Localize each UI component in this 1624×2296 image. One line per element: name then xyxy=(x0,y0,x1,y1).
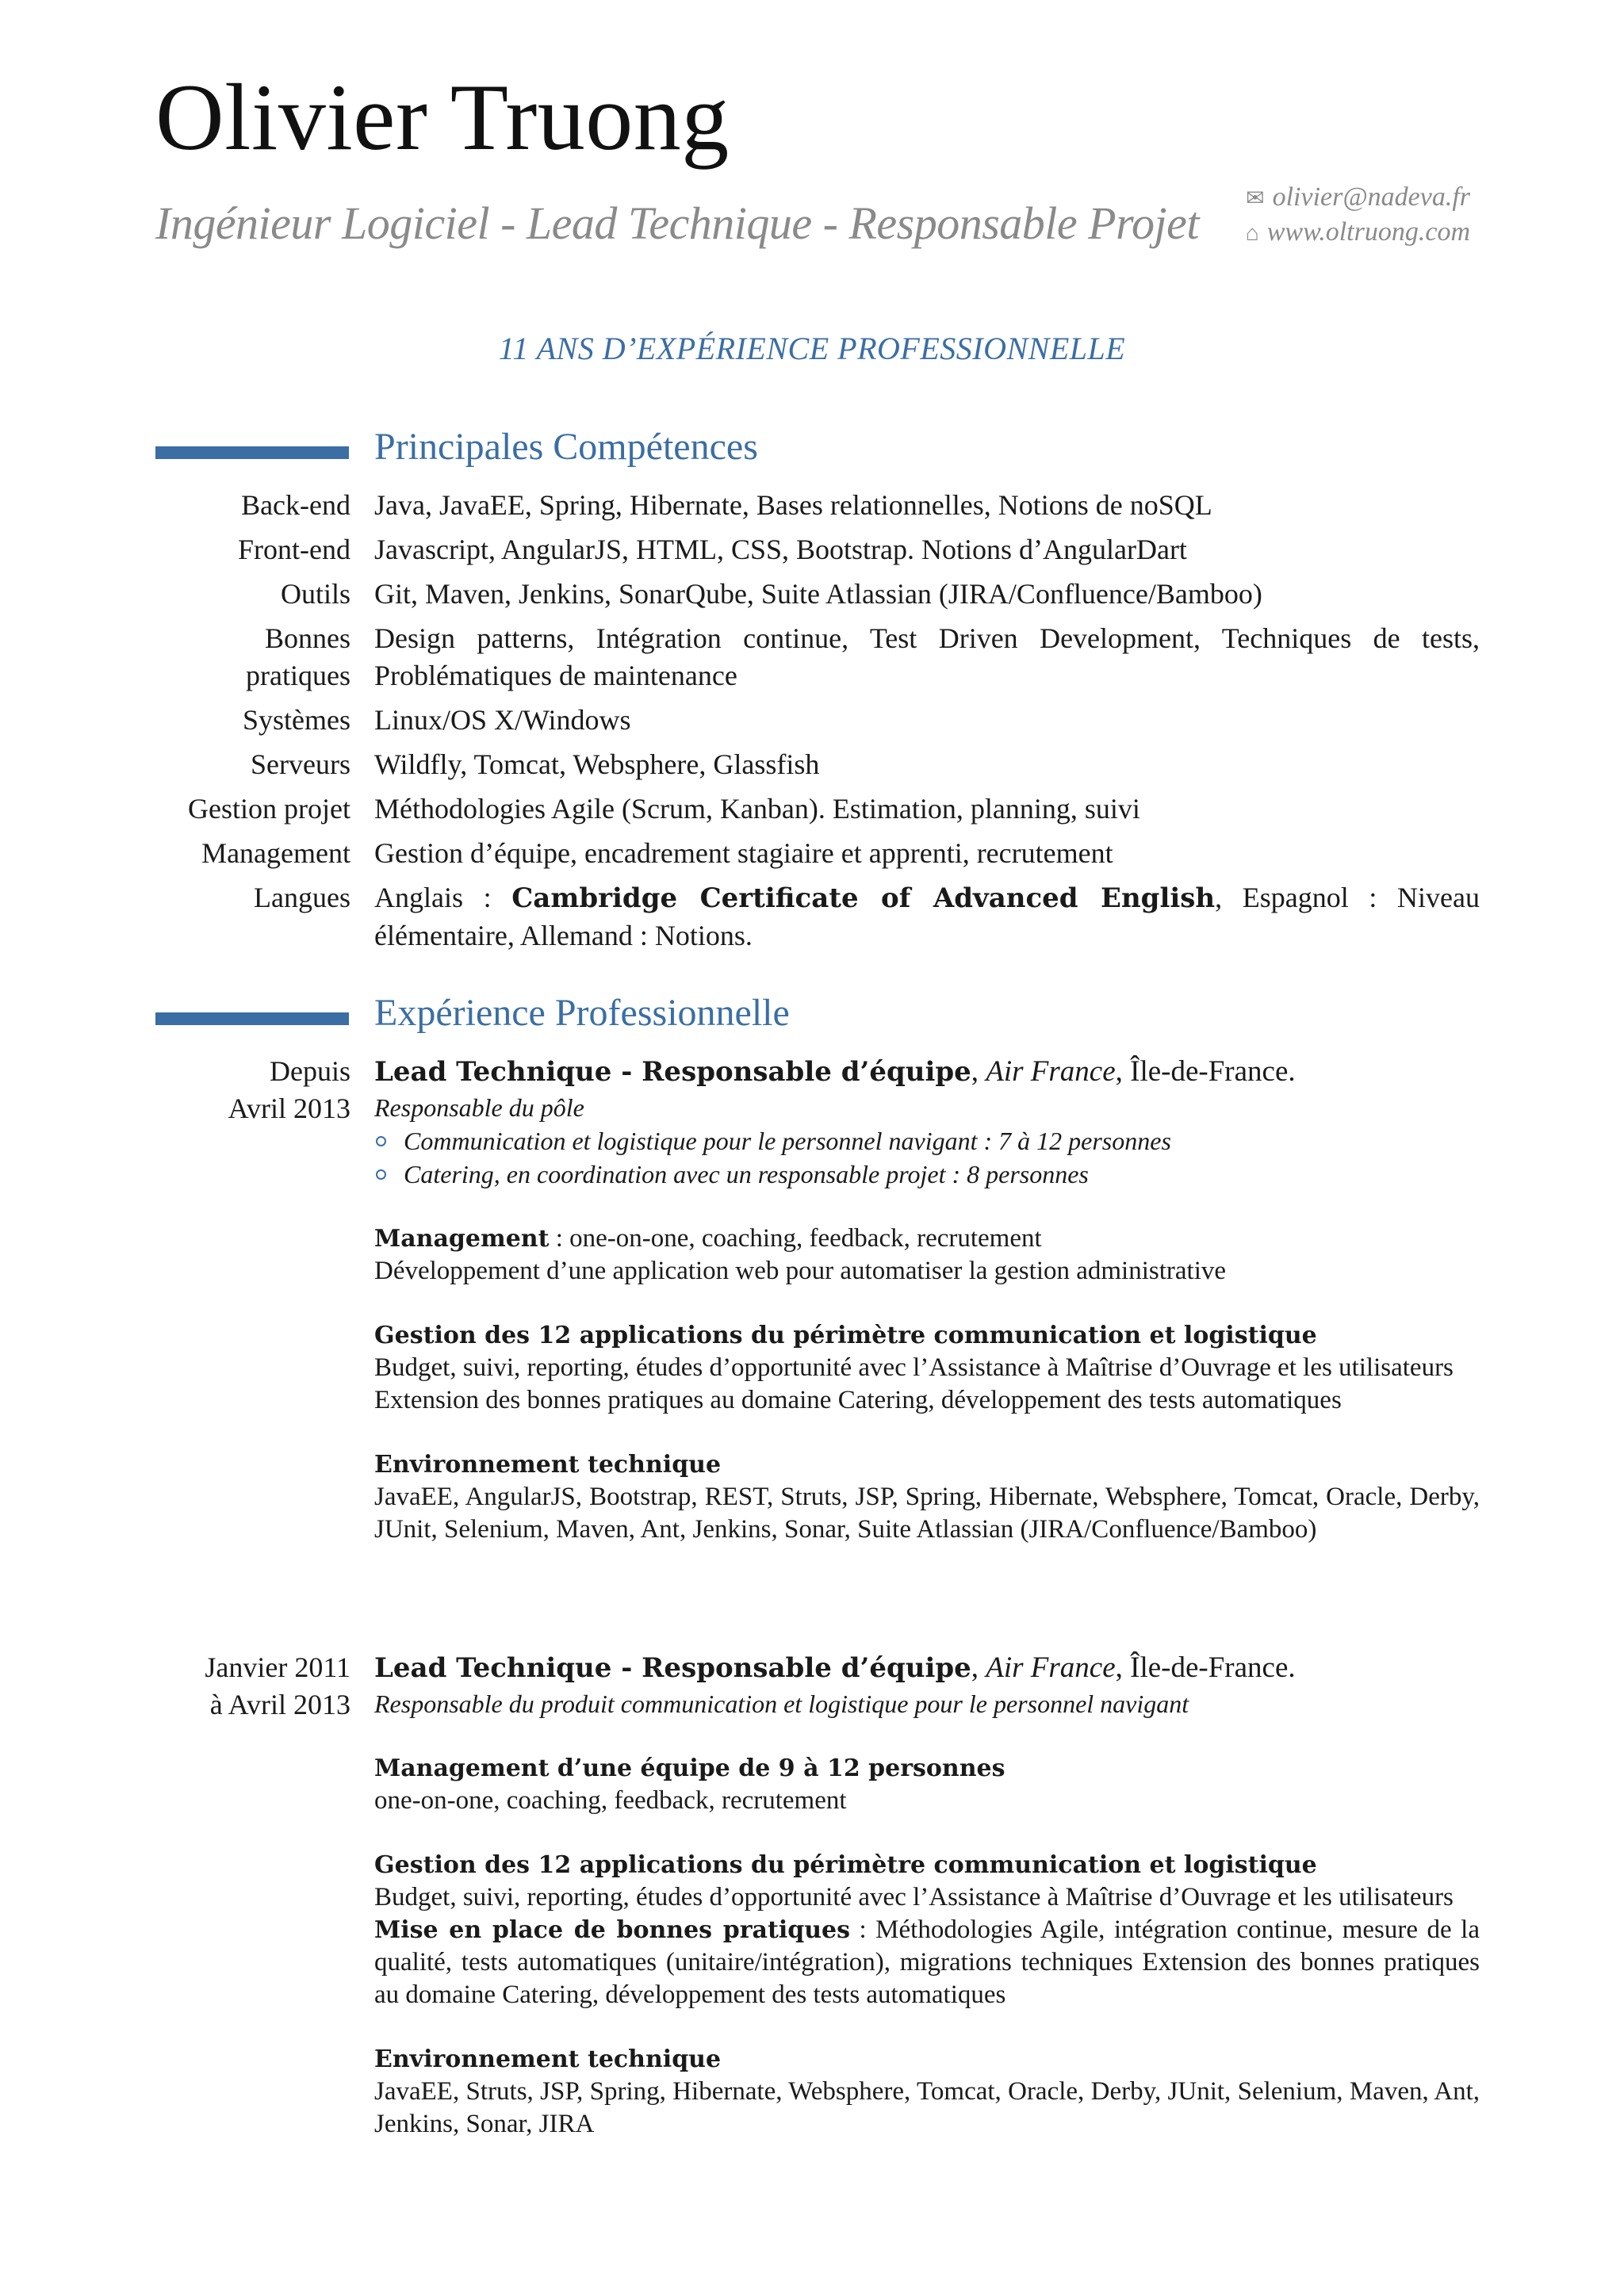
environment-text: JavaEE, Struts, JSP, Spring, Hibernate, Websphere, Tomcat, Oracle, Derby, JUnit, Selenium, Maven, Ant, Jenkins, Sonar, JIRA xyxy=(374,2077,1480,2138)
experience-tagline: 11 ANS D’EXPÉRIENCE PROFESSIONNELLE xyxy=(498,331,1126,366)
gestion-heading: Gestion des 12 applications du périmètre communication et logistique xyxy=(374,1322,1317,1349)
job-title: Lead Technique - Responsable d’équipe xyxy=(374,1652,971,1684)
skill-value: Javascript, AngularJS, HTML, CSS, Bootstrap. Notions d’AngularDart xyxy=(374,534,1187,565)
bullet-circle-icon xyxy=(376,1136,386,1146)
skill-row-languages xyxy=(0,879,1624,955)
job-subtitle: Responsable du pôle xyxy=(374,1093,584,1122)
skill-value: Design patterns, Intégration continue, Test Driven Development, Techniques de tests, Problématiques de maintenance xyxy=(374,622,1480,691)
gestion-text: Budget, suivi, reporting, études d’opportunité avec l’Assistance à Maîtrise d’Ouvrage et les utilisateurs xyxy=(374,1353,1454,1382)
skill-value: Git, Maven, Jenkins, SonarQube, Suite Atlassian (JIRA/Confluence/Bamboo) xyxy=(374,578,1262,610)
date-line: à Avril 2013 xyxy=(209,1689,350,1720)
skill-row xyxy=(0,531,1624,568)
list-item xyxy=(374,1124,1480,1158)
gestion-text: Extension des bonnes pratiques au domaine Catering, développement des tests automatiques xyxy=(374,1386,1342,1414)
management-text: one-on-one, coaching, feedback, recrutement xyxy=(374,1786,847,1815)
job-heading: Lead Technique - Responsable d’équipe, Air France, Île-de-France. xyxy=(374,1055,1296,1088)
skill-value: Java, JavaEE, Spring, Hibernate, Bases relationnelles, Notions de noSQL xyxy=(374,489,1212,521)
skill-row xyxy=(0,746,1624,783)
bullet-text: Communication et logistique pour le personnel navigant : 7 à 12 personnes xyxy=(404,1127,1171,1155)
management-paragraph xyxy=(374,1223,1480,1255)
date-line: Avril 2013 xyxy=(228,1093,350,1124)
skill-row xyxy=(0,576,1624,613)
skill-row xyxy=(0,790,1624,828)
skill-row xyxy=(0,620,1624,695)
job-location: Île-de-France. xyxy=(1130,1651,1296,1684)
date-line: Janvier 2011 xyxy=(205,1651,350,1683)
job-location: Île-de-France. xyxy=(1130,1055,1296,1088)
section-title-experience: Expérience Professionnelle xyxy=(374,992,790,1034)
experience-date xyxy=(0,1649,350,1724)
experience-date xyxy=(0,1053,350,1127)
environment-heading: Environnement technique xyxy=(374,2045,722,2073)
skill-row xyxy=(0,702,1624,739)
candidate-name: Olivier Truong xyxy=(155,64,730,170)
bullet-text: Catering, en coordination avec un responsable projet : 8 personnes xyxy=(404,1160,1089,1188)
skill-value xyxy=(374,879,1480,955)
skill-label: Gestion projet xyxy=(188,793,350,825)
languages-suffix: , Espagnol : Niveau élémentaire, Allemand : Notions. xyxy=(374,882,1480,951)
job-heading: Lead Technique - Responsable d’équipe, Air France, Île-de-France. xyxy=(374,1651,1296,1684)
job-subtitle: Responsable du produit communication et logistique pour le personnel navigant xyxy=(374,1689,1189,1718)
home-icon: ⌂ xyxy=(1245,221,1259,246)
skill-label: Outils xyxy=(280,578,350,610)
email-line[interactable] xyxy=(1246,181,1470,216)
skill-row xyxy=(0,835,1624,872)
gestion-heading: Gestion des 12 applications du périmètre communication et logistique xyxy=(374,1851,1317,1879)
website-line[interactable] xyxy=(1246,216,1470,251)
skill-value: Méthodologies Agile (Scrum, Kanban). Estimation, planning, suivi xyxy=(374,793,1140,825)
skill-label: Systèmes xyxy=(242,704,350,736)
envelope-icon: ✉ xyxy=(1246,186,1265,211)
skill-label: Serveurs xyxy=(251,748,350,780)
practices-paragraph xyxy=(374,1914,1480,2011)
management-heading: Management d’une équipe de 9 à 12 personnes xyxy=(374,1755,1005,1782)
date-line: Depuis xyxy=(270,1055,350,1087)
section-bar-skills xyxy=(155,446,349,459)
environment-heading: Environnement technique xyxy=(374,1451,722,1479)
skill-label: Back-end xyxy=(241,489,350,521)
gestion-text: Budget, suivi, reporting, études d’opportunité avec l’Assistance à Maîtrise d’Ouvrage et les utilisateurs xyxy=(374,1883,1454,1911)
skill-value: Wildfly, Tomcat, Websphere, Glassfish xyxy=(374,748,820,780)
section-title-skills: Principales Compétences xyxy=(374,426,758,468)
skill-label: Management xyxy=(201,837,350,869)
skill-value: Linux/OS X/Windows xyxy=(374,704,631,736)
skill-row xyxy=(0,487,1624,524)
list-item xyxy=(374,1158,1480,1191)
skills-table xyxy=(0,487,1624,955)
website-text: www.oltruong.com xyxy=(1266,217,1470,247)
management-line: Développement d’une application web pour automatiser la gestion administrative xyxy=(374,1257,1227,1285)
candidate-title: Ingénieur Logiciel - Lead Technique - Responsable Projet xyxy=(155,197,1199,249)
management-text: : one-on-one, coaching, feedback, recrutement xyxy=(549,1224,1042,1253)
experience-body xyxy=(374,1649,1480,2141)
bullet-circle-icon xyxy=(376,1169,386,1180)
skill-value: Gestion d’équipe, encadrement stagiaire et apprenti, recrutement xyxy=(374,837,1113,869)
skill-label: Langues xyxy=(254,882,350,913)
practices-text: : Méthodologies Agile, intégration continue, mesure de la qualité, tests automatiques (unitaire/intégration), migrations techniques Extension des bonnes pratiques au domaine Catering, développement des tests automatiques xyxy=(374,1915,1480,2009)
experience-body xyxy=(374,1053,1480,1546)
section-bar-experience xyxy=(155,1012,349,1025)
job-company: Air France xyxy=(986,1651,1116,1684)
email-text: olivier@nadeva.fr xyxy=(1272,182,1470,212)
languages-prefix: Anglais : xyxy=(374,882,512,913)
practices-heading: Mise en place de bonnes pratiques xyxy=(374,1916,850,1944)
environment-text: JavaEE, AngularJS, Bootstrap, REST, Struts, JSP, Spring, Hibernate, Websphere, Tomcat, Oracle, Derby, JUnit, Selenium, Maven, Ant, Jenkins, Sonar, Suite Atlassian (JIRA/Confluence/Bamboo) xyxy=(374,1483,1480,1544)
job-title: Lead Technique - Responsable d’équipe xyxy=(374,1056,971,1088)
languages-certificate: Cambridge Certificate of Advanced English xyxy=(511,882,1216,914)
skill-label: Front-end xyxy=(238,534,350,565)
skill-label: Bonnes pratiques xyxy=(246,622,350,691)
job-company: Air France xyxy=(986,1055,1116,1088)
management-heading: Management xyxy=(374,1225,550,1253)
contact-block xyxy=(1246,181,1470,251)
